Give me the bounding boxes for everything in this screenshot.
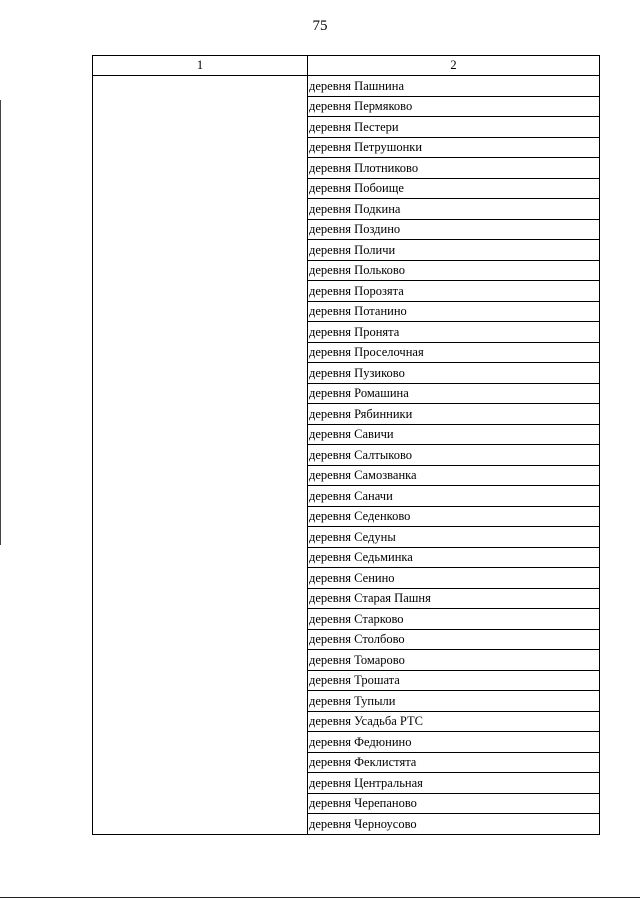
settlement-name-cell: деревня Проселочная — [308, 342, 600, 363]
settlement-name-cell: деревня Пронята — [308, 322, 600, 343]
settlements-table — [92, 55, 600, 835]
settlement-name-cell: деревня Пузиково — [308, 363, 600, 384]
settlement-name-cell: деревня Усадьба РТС — [308, 711, 600, 732]
settlement-name-cell: деревня Центральная — [308, 773, 600, 794]
settlement-name-cell: деревня Петрушонки — [308, 137, 600, 158]
settlement-name-cell: деревня Седенково — [308, 506, 600, 527]
settlement-name-cell: деревня Старково — [308, 609, 600, 630]
settlement-name-cell: деревня Трошата — [308, 670, 600, 691]
settlement-name-cell: деревня Потанино — [308, 301, 600, 322]
settlement-name-cell: деревня Томарово — [308, 650, 600, 671]
column-header-2: 2 — [308, 56, 600, 76]
page-number: 75 — [312, 18, 328, 34]
settlement-name-cell: деревня Плотниково — [308, 158, 600, 179]
settlement-name-cell: деревня Саначи — [308, 486, 600, 507]
settlement-name-cell: деревня Поздино — [308, 219, 600, 240]
table-header-row — [93, 56, 600, 76]
settlement-name-cell: деревня Седуны — [308, 527, 600, 548]
settlement-name-cell: деревня Старая Пашня — [308, 588, 600, 609]
column-header-1: 1 — [93, 56, 308, 76]
settlement-name-cell: деревня Подкина — [308, 199, 600, 220]
settlement-name-cell: деревня Пашнина — [308, 76, 600, 97]
settlement-name-cell: деревня Сенино — [308, 568, 600, 589]
settlement-name-cell: деревня Пермяково — [308, 96, 600, 117]
settlement-name-cell: деревня Феклистята — [308, 752, 600, 773]
settlement-name-cell: деревня Пестери — [308, 117, 600, 138]
scan-edge-mark — [0, 100, 1, 545]
settlement-name-cell: деревня Тупыли — [308, 691, 600, 712]
table-row — [93, 76, 600, 97]
settlement-name-cell: деревня Порозята — [308, 281, 600, 302]
settlement-name-cell: деревня Салтыково — [308, 445, 600, 466]
settlement-name-cell: деревня Побоище — [308, 178, 600, 199]
settlement-name-cell: деревня Польково — [308, 260, 600, 281]
settlement-name-cell: деревня Федюнино — [308, 732, 600, 753]
settlement-name-cell: деревня Ромашина — [308, 383, 600, 404]
settlement-name-cell: деревня Рябинники — [308, 404, 600, 425]
bottom-edge-line — [0, 897, 640, 898]
settlement-name-cell: деревня Поличи — [308, 240, 600, 261]
settlement-name-cell: деревня Савичи — [308, 424, 600, 445]
settlement-name-cell: деревня Самозванка — [308, 465, 600, 486]
settlement-name-cell: деревня Столбово — [308, 629, 600, 650]
settlement-name-cell: деревня Черепаново — [308, 793, 600, 814]
settlement-name-cell: деревня Седьминка — [308, 547, 600, 568]
settlement-name-cell: деревня Черноусово — [308, 814, 600, 835]
column-1-merged-cell — [93, 76, 308, 835]
